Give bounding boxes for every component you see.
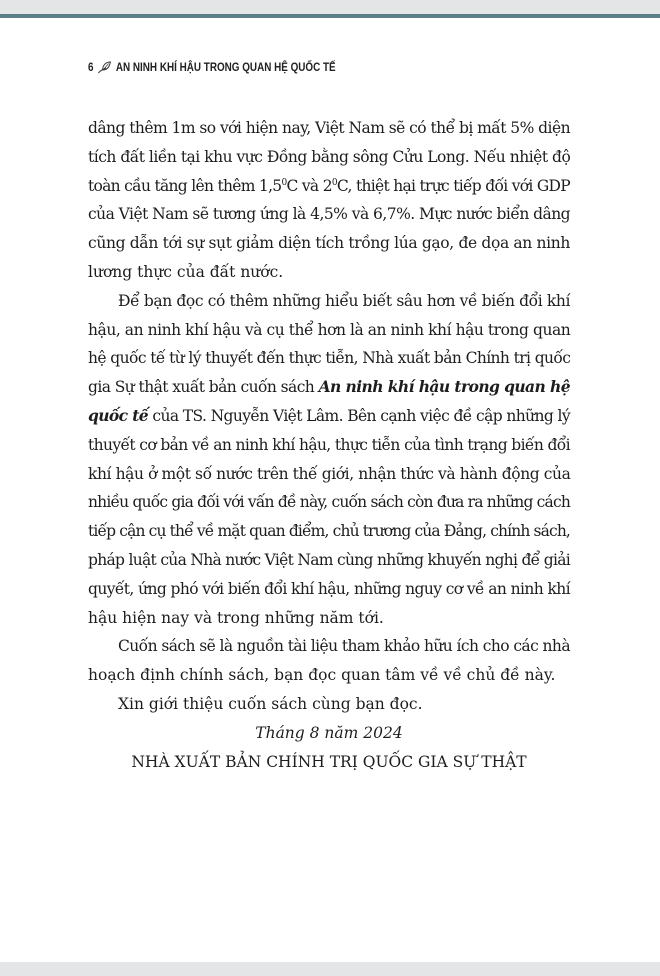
text-line	[88, 373, 570, 402]
text-line: của Việt Nam sẽ tương ứng là 4,5% và 6,7%. Mực nước biển dâng	[88, 205, 571, 224]
text-line	[88, 402, 570, 431]
publisher-signature: NHÀ XUẤT BẢN CHÍNH TRỊ QUỐC GIA SỰ THẬT	[131, 752, 527, 771]
running-title: AN NINH KHÍ HẬU TRONG QUAN HỆ QUỐC TẾ	[115, 61, 336, 74]
book-title: An ninh khí hậu trong quan hệ	[318, 377, 571, 397]
text-line: pháp luật của Nhà nước Việt Nam cùng những khuyến nghị để giải	[88, 550, 570, 569]
paragraph-2	[88, 287, 570, 633]
text-line: Để bạn đọc có thêm những hiểu biết sâu hơn về biến đổi khí	[118, 291, 571, 310]
text-line: Xin giới thiệu cuốn sách cùng bạn đọc.	[118, 694, 423, 713]
text-line: thuyết cơ bản về an ninh khí hậu, thực tiễn của tình trạng biến đổi	[88, 435, 570, 454]
viewer-top-bar	[0, 0, 660, 14]
leaf-ornament-icon	[98, 61, 112, 74]
text-line: tích đất liền tại khu vực Đồng bằng sông Cửu Long. Nếu nhiệt độ	[88, 147, 571, 166]
text-run: toàn cầu tăng lên thêm 1,5	[88, 176, 282, 195]
text-line: hậu hiện nay và trong những năm tới.	[88, 608, 384, 627]
text-line: hoạch định chính sách, bạn đọc quan tâm về về chủ đề này.	[88, 666, 556, 685]
text-line: Cuốn sách sẽ là nguồn tài liệu tham khảo hữu ích cho các nhà	[118, 637, 570, 656]
paragraph-4	[88, 690, 570, 719]
text-run: C và 2	[286, 176, 332, 195]
text-line: khí hậu ở một số nước trên thế giới, nhận thức và hành động của	[88, 464, 571, 483]
text-run: của TS. Nguyễn Việt Lâm. Bên cạnh việc đề cập những lý	[148, 406, 571, 425]
superscript-degree: 0	[331, 177, 337, 188]
running-header	[88, 61, 336, 74]
text-line	[88, 172, 570, 201]
paragraph-3	[88, 632, 570, 690]
text-line: lương thực của đất nước.	[88, 262, 284, 281]
body-text	[88, 114, 570, 776]
text-run: gia Sự thật xuất bản cuốn sách	[88, 378, 319, 397]
viewer-bottom-bar	[0, 962, 660, 976]
text-line: cũng dẫn tới sự sụt giảm diện tích trồng lúa gạo, đe dọa an ninh	[88, 234, 570, 253]
text-line: nhiều quốc gia đối với vấn đề này, cuốn sách còn đưa ra những cách	[88, 493, 570, 512]
text-run: C, thiệt hại trực tiếp đối với GDP	[336, 176, 570, 195]
text-line: quyết, ứng phó với biến đổi khí hậu, những nguy cơ về an ninh khí	[88, 579, 570, 598]
superscript-degree: 0	[281, 177, 287, 188]
text-line: tiếp cận cụ thể về mặt quan điểm, chủ trương của Đảng, chính sách,	[88, 522, 570, 541]
page-number: 6	[88, 61, 94, 74]
paragraph-1	[88, 114, 570, 287]
text-line: hậu, an ninh khí hậu và cụ thể hơn là an ninh khí hậu trong quan	[88, 320, 571, 339]
text-line: hệ quốc tế từ lý thuyết đến thực tiễn, Nhà xuất bản Chính trị quốc	[88, 349, 571, 368]
closing-date: Tháng 8 năm 2024	[255, 723, 403, 742]
book-title: quốc tế	[88, 405, 149, 425]
text-line: dâng thêm 1m so với hiện nay, Việt Nam sẽ có thể bị mất 5% diện	[88, 119, 570, 137]
